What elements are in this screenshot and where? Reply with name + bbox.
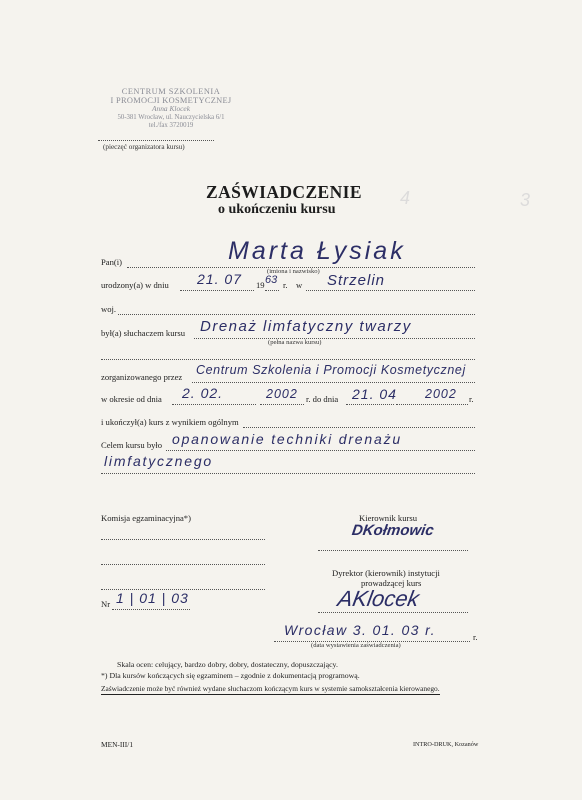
start-year-dotted-line (260, 404, 304, 405)
result-dotted-line (243, 427, 475, 428)
end-r-label: r. (469, 394, 474, 404)
name-caption: (imiona i nazwisko) (267, 268, 320, 275)
document-subtitle: o ukończeniu kursu (218, 202, 336, 217)
commission-line-2 (101, 564, 265, 565)
organized-label: zorganizowanego przez (101, 372, 183, 382)
bleed-through-mark: 4 (400, 188, 411, 208)
born-label: urodzony(a) w dniu (101, 280, 169, 290)
goal-dotted-line (166, 450, 475, 451)
goal-value-line-1: opanowanie techniki drenażu (172, 431, 402, 447)
start-date-dotted-line (172, 404, 256, 405)
completed-label: i ukończył(a) kurs z wynikiem ogólnym (101, 417, 239, 427)
grade-scale-note: Skala ocen: celujący, bardzo dobry, dobry, dostateczny, dopuszczający. (117, 660, 338, 669)
course-head-label: Kierownik kursu (359, 513, 417, 523)
commission-label: Komisja egzaminacyjna*) (101, 513, 191, 523)
participant-label: był(a) słuchaczem kursu (101, 328, 185, 338)
organizer-value: Centrum Szkolenia i Promocji Kosmetycznej (196, 363, 466, 377)
born-date-dotted-line (180, 290, 254, 291)
printer-name: INTRO-DRUK, Kozanów (413, 741, 479, 748)
course-head-signature-line (318, 550, 468, 551)
number-label: Nr (101, 599, 111, 609)
end-date-value: 21. 04 (352, 386, 397, 402)
voivodeship-label: woj. (101, 304, 117, 314)
voivodeship-dotted-line (118, 314, 475, 315)
stamp-line-2: I PROMOCJI KOSMETYCZNEJ (110, 95, 232, 105)
name-value: Marta Łysiak (228, 237, 406, 265)
start-year-value: 2002 (266, 387, 298, 401)
born-place-dotted-line (306, 290, 475, 291)
name-label: Pan(i) (101, 257, 123, 267)
course-value: Drenaż limfatyczny twarzy (200, 318, 412, 335)
number-value: 1 | 01 | 03 (116, 590, 189, 606)
born-in-label: w (296, 280, 303, 290)
born-place-value: Strzelin (327, 272, 386, 289)
exam-footnote: *) Dla kursów kończących się egzaminem – zgodnie z dokumentacją programową. (101, 671, 360, 680)
course-dotted-line-2 (101, 359, 475, 360)
end-year-value: 2002 (425, 387, 457, 401)
goal-dotted-line-2 (101, 473, 475, 474)
course-head-signature: DKołmowic (350, 522, 435, 539)
organizer-stamp (96, 88, 246, 131)
issuance-notice: Zaświadczenie może być również wydane słuchaczom kończącym kurs w systemie samokształcenia kierowanego. (101, 684, 440, 693)
period-label: w okresie od dnia (101, 394, 162, 404)
place-date-r-label: r. (473, 632, 478, 642)
stamp-line-4: 50-381 Wrocław, ul. Nauczycielska 6/1 (117, 113, 225, 121)
form-code: MEN-III/1 (101, 740, 134, 749)
born-year-value: 63 (265, 274, 278, 286)
born-r-label: r. (283, 280, 288, 290)
director-label-2: prowadzącej kurs (361, 578, 422, 588)
end-date-dotted-line (346, 404, 394, 405)
director-signature-line (318, 612, 468, 613)
director-label-1: Dyrektor (kierownik) instytucji (332, 568, 440, 578)
course-caption: (pełna nazwa kursu) (268, 339, 322, 346)
stamp-dotted-line (98, 140, 214, 141)
stamp-caption: (pieczęć organizatora kursu) (103, 143, 185, 151)
goal-label: Celem kursu było (101, 440, 163, 450)
place-date-value: Wrocław 3. 01. 03 r. (284, 622, 436, 638)
place-date-caption: (data wystawienia zaświadczenia) (311, 642, 401, 649)
goal-value-line-2: limfatycznego (104, 453, 213, 469)
number-dotted-line (112, 609, 190, 610)
stamp-line-3: Anna Klocek (152, 104, 190, 114)
born-year-prefix: 19 (256, 280, 265, 290)
born-year-dotted-line (265, 290, 279, 291)
to-date-label: r. do dnia (306, 394, 339, 404)
stamp-line-5: tel./fax 3720019 (148, 122, 194, 130)
stamp-line-1: CENTRUM SZKOLENIA (121, 87, 221, 96)
commission-line-1 (101, 539, 265, 540)
born-date-value: 21. 07 (197, 271, 242, 287)
document-title: ZAŚWIADCZENIE (206, 182, 362, 202)
start-date-value: 2. 02. (182, 385, 224, 401)
organizer-dotted-line (192, 382, 475, 383)
end-year-dotted-line (396, 404, 468, 405)
course-dotted-line (194, 338, 475, 339)
bleed-through-mark: 3 (520, 190, 531, 210)
director-signature: AKlocek (335, 586, 422, 611)
